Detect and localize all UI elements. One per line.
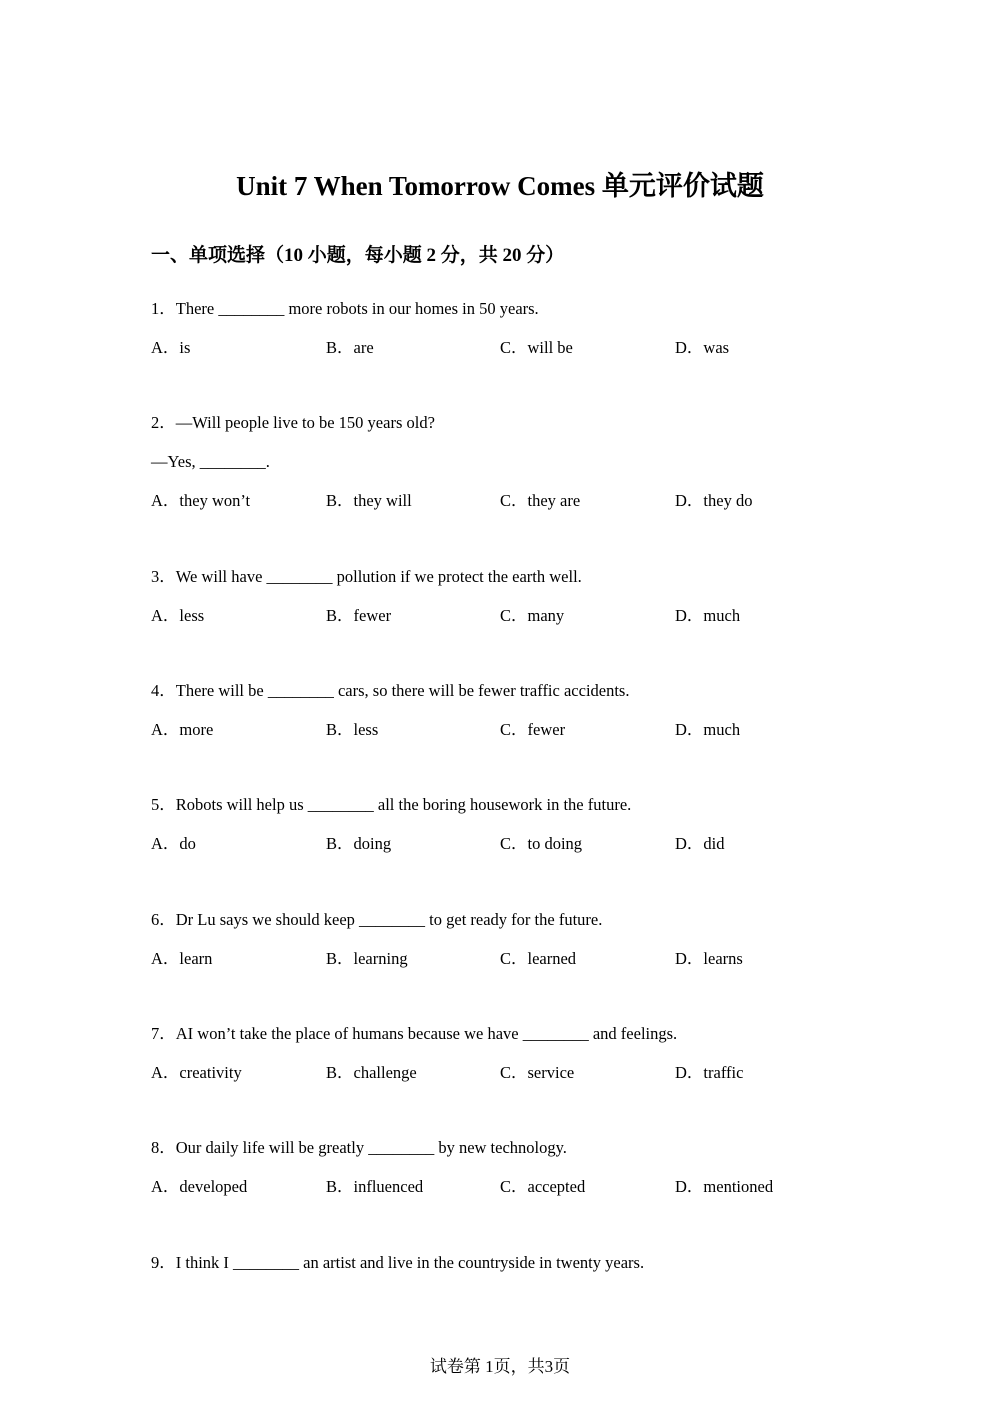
option-a: A．developed bbox=[151, 1177, 248, 1196]
question-stem: 8．Our daily life will be greatly ________ by new technology. bbox=[151, 1138, 567, 1157]
question-3 bbox=[151, 563, 911, 630]
question-2 bbox=[151, 409, 911, 515]
answer-options bbox=[151, 334, 911, 362]
question-stem: 3．We will have ________ pollution if we protect the earth well. bbox=[151, 567, 582, 586]
question-stem: 9．I think I ________ an artist and live in the countryside in twenty years. bbox=[151, 1253, 645, 1272]
option-a: A．less bbox=[151, 606, 205, 625]
answer-options bbox=[151, 716, 911, 744]
question-1 bbox=[151, 295, 911, 362]
option-d: D．much bbox=[675, 606, 741, 625]
answer-options bbox=[151, 1173, 911, 1201]
question-7 bbox=[151, 1020, 911, 1087]
option-d: D．mentioned bbox=[675, 1177, 774, 1196]
option-d: D．traffic bbox=[675, 1063, 744, 1082]
option-a: A．they won’t bbox=[151, 491, 251, 510]
option-d: D．learns bbox=[675, 949, 743, 968]
option-d: D．much bbox=[675, 720, 741, 739]
option-a: A．do bbox=[151, 834, 196, 853]
answer-options bbox=[151, 602, 911, 630]
section-heading: 一、单项选择（10 小题，每小题 2 分，共 20 分） bbox=[151, 245, 565, 266]
option-c: C．service bbox=[500, 1063, 575, 1082]
option-b: B．fewer bbox=[326, 606, 392, 625]
option-b: B．less bbox=[326, 720, 379, 739]
page-footer: 试卷第 1页，共3页 bbox=[429, 1357, 571, 1376]
question-5 bbox=[151, 791, 911, 858]
option-a: A．more bbox=[151, 720, 214, 739]
option-b: B．are bbox=[326, 338, 374, 357]
question-8 bbox=[151, 1134, 911, 1201]
option-c: C．fewer bbox=[500, 720, 566, 739]
option-c: C．many bbox=[500, 606, 565, 625]
option-b: B．learning bbox=[326, 949, 408, 968]
option-b: B．challenge bbox=[326, 1063, 417, 1082]
option-a: A．learn bbox=[151, 949, 213, 968]
question-stem: 1．There ________ more robots in our homes in 50 years. bbox=[151, 299, 539, 318]
option-a: A．creativity bbox=[151, 1063, 242, 1082]
question-stem: 5．Robots will help us ________ all the boring housework in the future. bbox=[151, 795, 632, 814]
question-stem: 4．There will be ________ cars, so there will be fewer traffic accidents. bbox=[151, 681, 630, 700]
option-c: C．to doing bbox=[500, 834, 583, 853]
option-b: B．influenced bbox=[326, 1177, 424, 1196]
option-a: A．is bbox=[151, 338, 191, 357]
answer-options bbox=[151, 830, 911, 858]
option-d: D．was bbox=[675, 338, 730, 357]
option-d: D．they do bbox=[675, 491, 753, 510]
option-c: C．learned bbox=[500, 949, 577, 968]
question-stem: 6．Dr Lu says we should keep ________ to get ready for the future. bbox=[151, 910, 603, 929]
answer-options bbox=[151, 945, 911, 973]
page-title: Unit 7 When Tomorrow Comes 单元评价试题 bbox=[236, 171, 764, 201]
question-stem-line-2: —Yes, ________. bbox=[151, 452, 270, 471]
question-4 bbox=[151, 677, 911, 744]
option-c: C．will be bbox=[500, 338, 573, 357]
option-b: B．doing bbox=[326, 834, 392, 853]
option-c: C．they are bbox=[500, 491, 581, 510]
option-d: D．did bbox=[675, 834, 725, 853]
answer-options bbox=[151, 487, 911, 515]
question-9 bbox=[151, 1249, 911, 1288]
question-stem: 7．AI won’t take the place of humans because we have ________ and feelings. bbox=[151, 1024, 678, 1043]
question-6 bbox=[151, 906, 911, 973]
answer-options bbox=[151, 1059, 911, 1087]
option-b: B．they will bbox=[326, 491, 412, 510]
option-c: C．accepted bbox=[500, 1177, 586, 1196]
question-stem: 2．—Will people live to be 150 years old? bbox=[151, 413, 435, 432]
